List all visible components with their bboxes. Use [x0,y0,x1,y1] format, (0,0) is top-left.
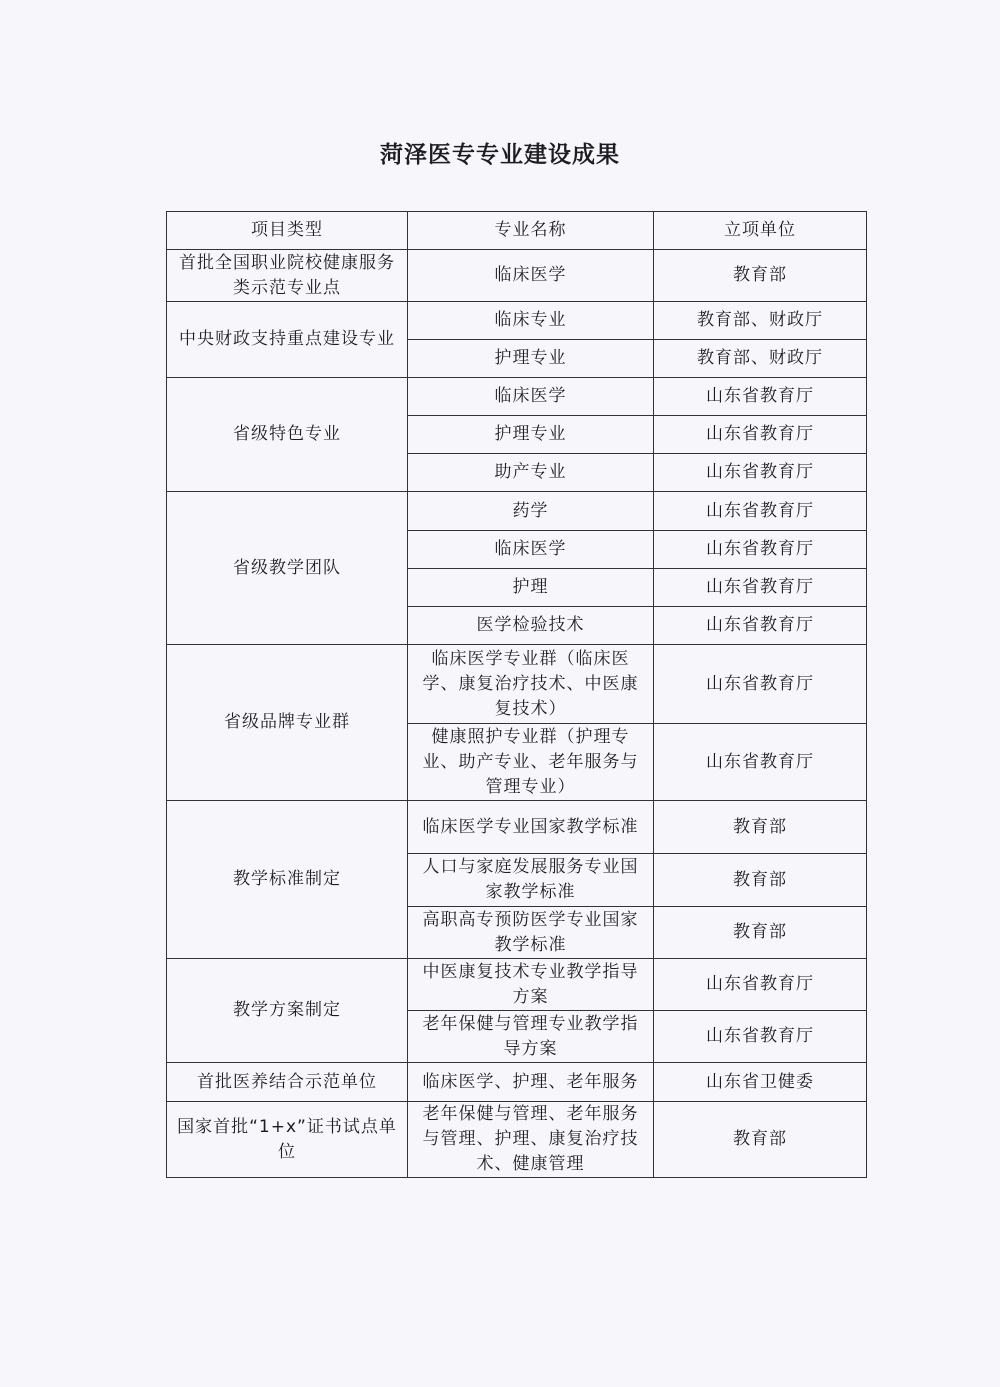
unit-cell: 山东省教育厅 [654,959,867,1011]
header-major: 专业名称 [408,212,654,250]
unit-cell: 山东省教育厅 [654,569,867,607]
unit-cell: 山东省教育厅 [654,1011,867,1063]
major-cell: 护理专业 [408,416,654,454]
document-title: 菏泽医专专业建设成果 [380,142,620,168]
unit-cell: 山东省卫健委 [654,1063,867,1102]
table-row [167,378,867,416]
major-cell: 临床医学 [408,250,654,302]
major-cell: 高职高专预防医学专业国家教学标准 [408,907,654,959]
major-cell: 老年保健与管理、老年服务与管理、护理、康复治疗技术、健康管理 [408,1102,654,1178]
major-cell: 护理 [408,569,654,607]
achievements-table [166,211,867,1178]
project-type-cell: 首批医养结合示范单位 [167,1063,408,1102]
unit-cell: 山东省教育厅 [654,454,867,492]
unit-cell: 山东省教育厅 [654,416,867,454]
major-cell: 人口与家庭发展服务专业国家教学标准 [408,854,654,907]
table-header-row [167,212,867,250]
major-cell: 老年保健与管理专业教学指导方案 [408,1011,654,1063]
major-cell: 临床医学 [408,378,654,416]
table-row [167,492,867,531]
major-cell: 临床医学、护理、老年服务 [408,1063,654,1102]
project-type-cell: 教学标准制定 [167,801,408,959]
project-type-cell: 中央财政支持重点建设专业 [167,302,408,378]
project-type-cell: 教学方案制定 [167,959,408,1063]
unit-cell: 教育部、财政厅 [654,340,867,378]
header-unit: 立项单位 [654,212,867,250]
header-type: 项目类型 [167,212,408,250]
major-cell: 医学检验技术 [408,607,654,645]
table-row [167,250,867,302]
major-cell: 药学 [408,492,654,531]
project-type-cell: 省级特色专业 [167,378,408,492]
unit-cell: 教育部 [654,250,867,302]
major-cell: 中医康复技术专业教学指导方案 [408,959,654,1011]
unit-cell: 教育部 [654,1102,867,1178]
unit-cell: 教育部、财政厅 [654,302,867,340]
unit-cell: 教育部 [654,854,867,907]
table-row [167,645,867,724]
unit-cell: 山东省教育厅 [654,378,867,416]
major-cell: 健康照护专业群（护理专业、助产专业、老年服务与管理专业） [408,724,654,801]
major-cell: 临床医学专业国家教学标准 [408,801,654,854]
table-row [167,1102,867,1178]
unit-cell: 山东省教育厅 [654,645,867,724]
unit-cell: 山东省教育厅 [654,531,867,569]
project-type-cell: 首批全国职业院校健康服务类示范专业点 [167,250,408,302]
unit-cell: 山东省教育厅 [654,724,867,801]
table-row [167,959,867,1011]
table-row [167,801,867,854]
unit-cell: 教育部 [654,801,867,854]
unit-cell: 山东省教育厅 [654,492,867,531]
project-type-cell: 国家首批“1+x”证书试点单位 [167,1102,408,1178]
table-row [167,1063,867,1102]
major-cell: 护理专业 [408,340,654,378]
major-cell: 临床专业 [408,302,654,340]
unit-cell: 教育部 [654,907,867,959]
major-cell: 临床医学专业群（临床医学、康复治疗技术、中医康复技术） [408,645,654,724]
major-cell: 临床医学 [408,531,654,569]
table-row [167,302,867,340]
unit-cell: 山东省教育厅 [654,607,867,645]
project-type-cell: 省级教学团队 [167,492,408,645]
major-cell: 助产专业 [408,454,654,492]
project-type-cell: 省级品牌专业群 [167,645,408,801]
